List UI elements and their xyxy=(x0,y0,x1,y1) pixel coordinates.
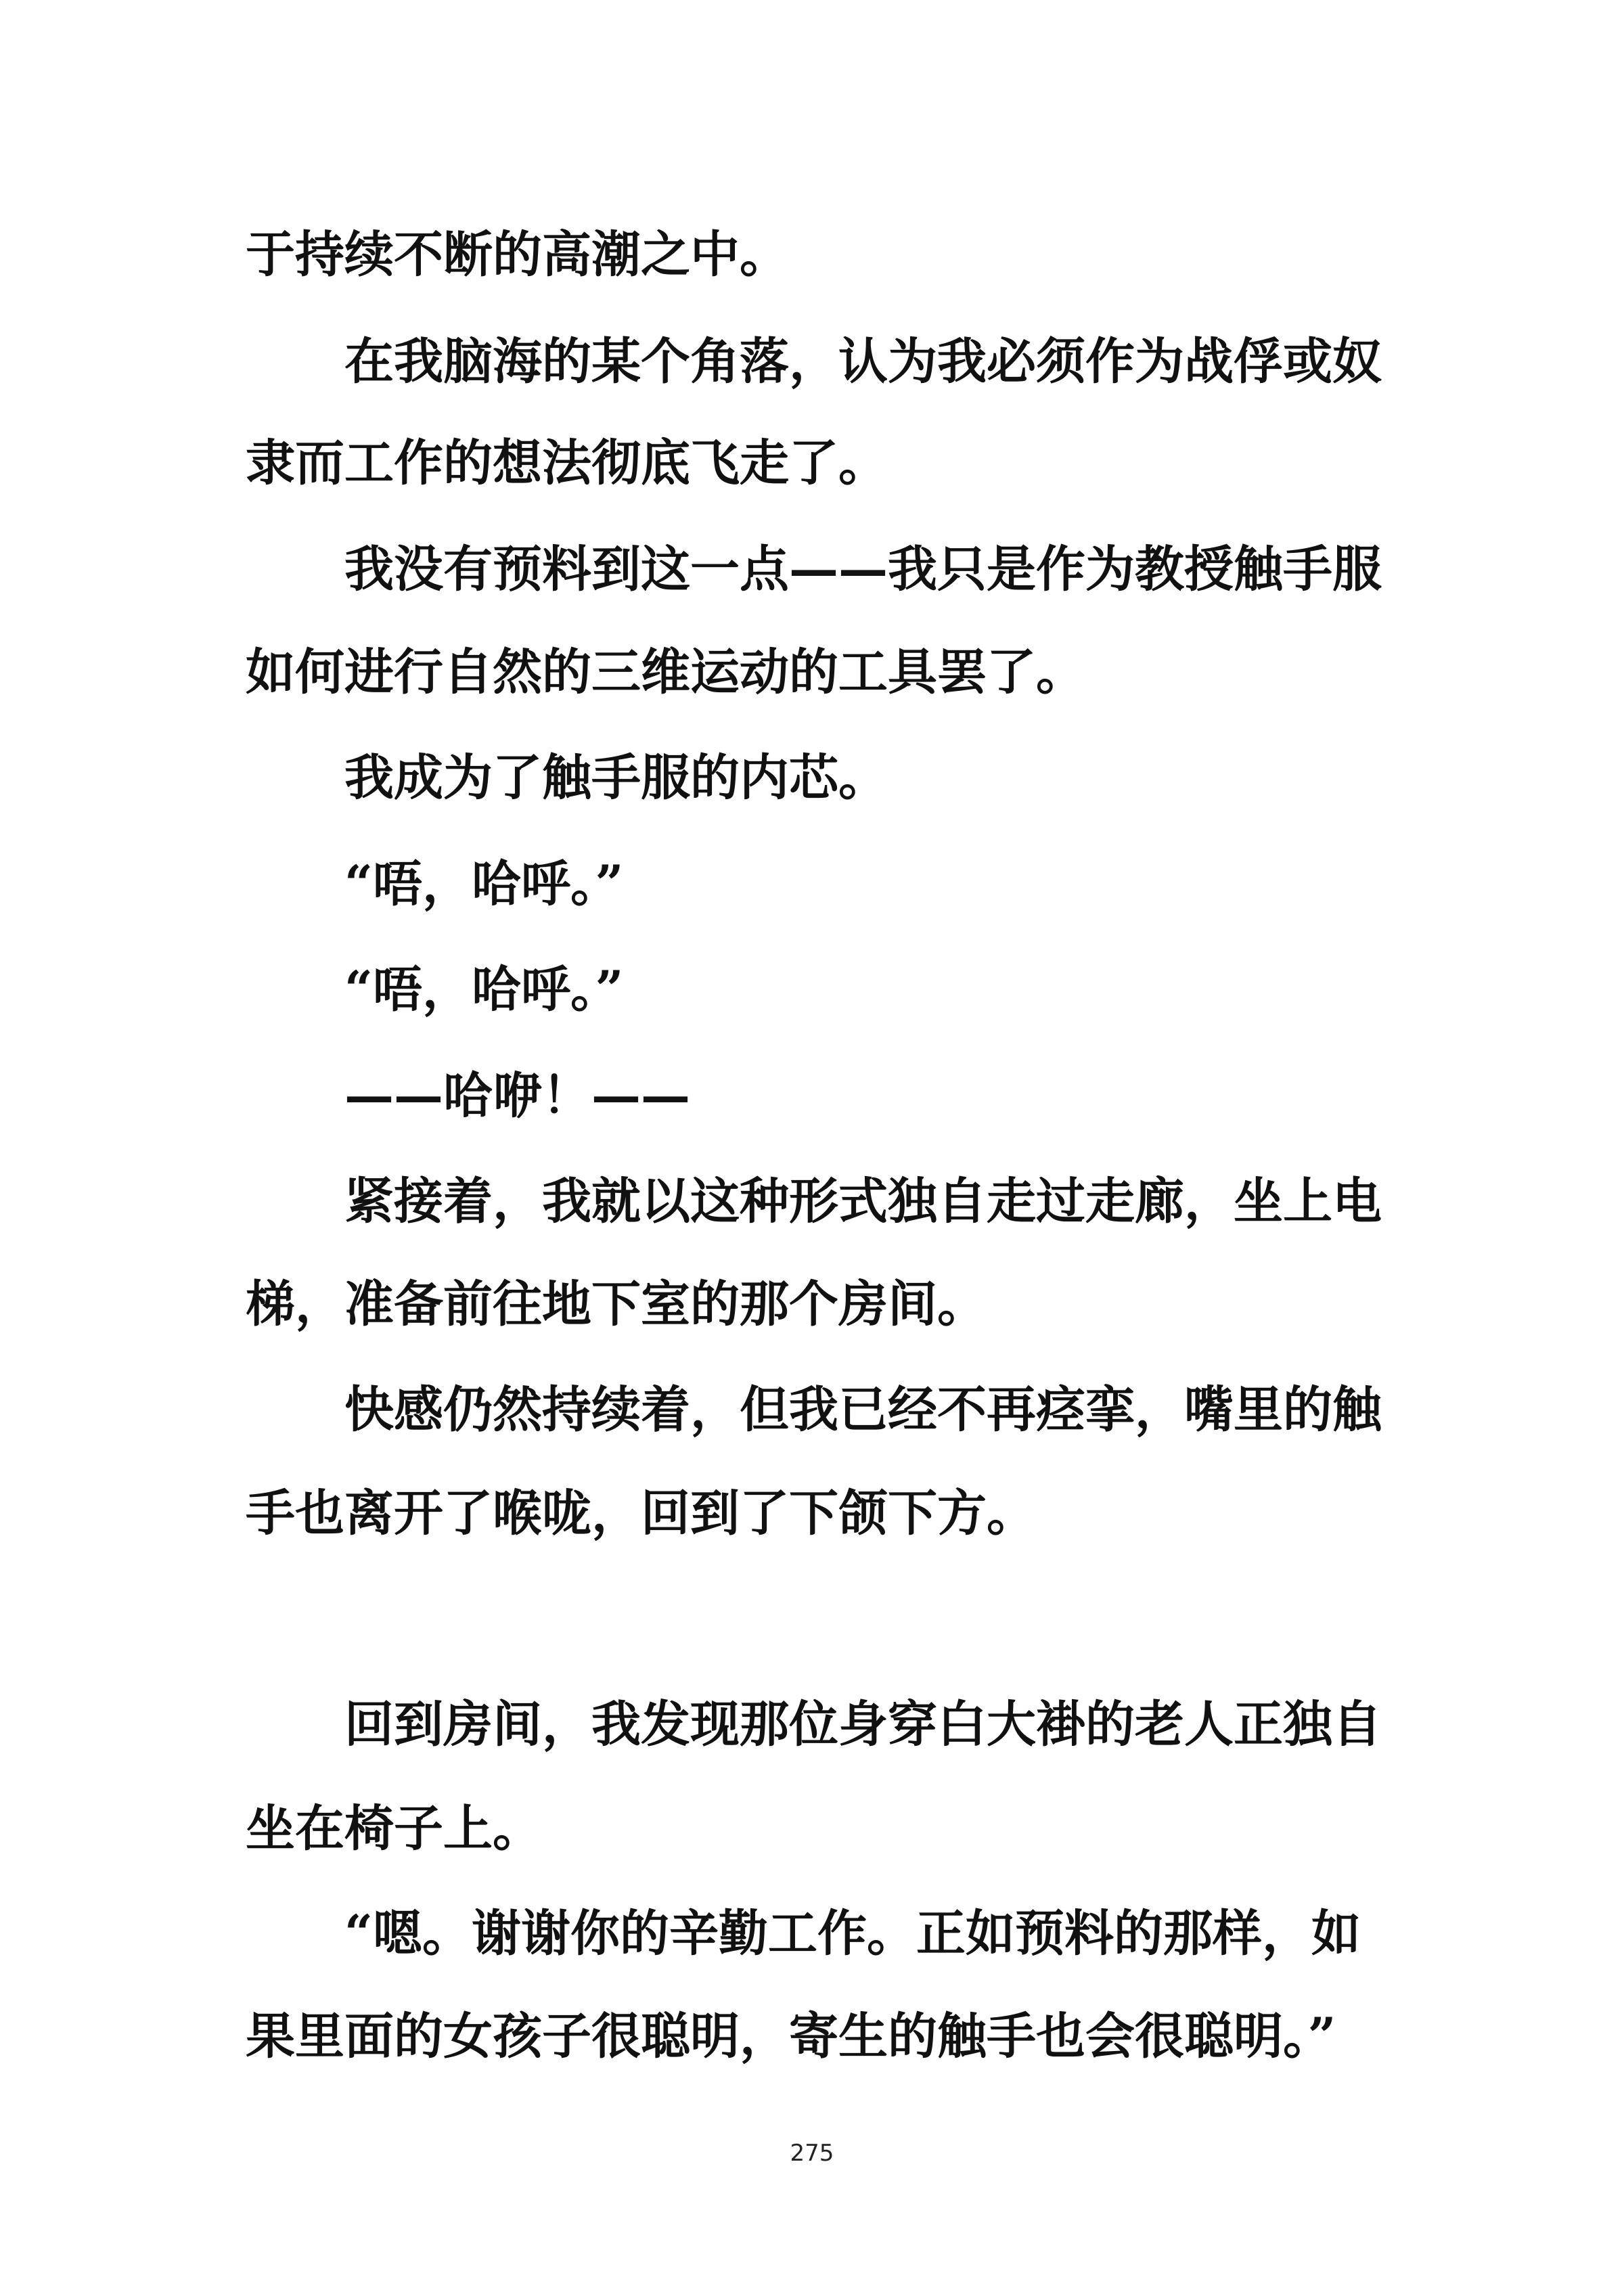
text-line: ——哈咿！—— xyxy=(344,1066,690,1125)
text-line: 隶而工作的想法彻底飞走了。 xyxy=(246,434,888,492)
text-line: 在我脑海的某个角落，认为我必须作为战俘或奴 xyxy=(344,332,1382,390)
text-line: 梯，准备前往地下室的那个房间。 xyxy=(246,1275,987,1333)
text-line: “唔，哈呼。” xyxy=(344,960,624,1018)
text-line: 果里面的女孩子很聪明，寄生的触手也会很聪明。” xyxy=(246,2007,1336,2065)
page-number: 275 xyxy=(790,2140,834,2167)
text-line: 我没有预料到这一点——我只是作为教授触手服 xyxy=(344,540,1382,598)
text-line: 于持续不断的高潮之中。 xyxy=(246,225,789,284)
text-line: 快感仍然持续着，但我已经不再痉挛，嘴里的触 xyxy=(344,1380,1382,1439)
text-line: 如何进行自然的三维运动的工具罢了。 xyxy=(246,643,1085,701)
text-line: 我成为了触手服的内芯。 xyxy=(344,748,888,807)
text-line: 坐在椅子上。 xyxy=(246,1799,542,1858)
text-line: “唔，哈呼。” xyxy=(344,855,624,913)
text-line: “嗯。谢谢你的辛勤工作。正如预料的那样，如 xyxy=(344,1904,1361,1962)
text-line: 手也离开了喉咙，回到了下颌下方。 xyxy=(246,1484,1036,1542)
text-line: 回到房间，我发现那位身穿白大褂的老人正独自 xyxy=(344,1695,1382,1753)
text-line: 紧接着，我就以这种形式独自走过走廊，坐上电 xyxy=(344,1172,1382,1230)
